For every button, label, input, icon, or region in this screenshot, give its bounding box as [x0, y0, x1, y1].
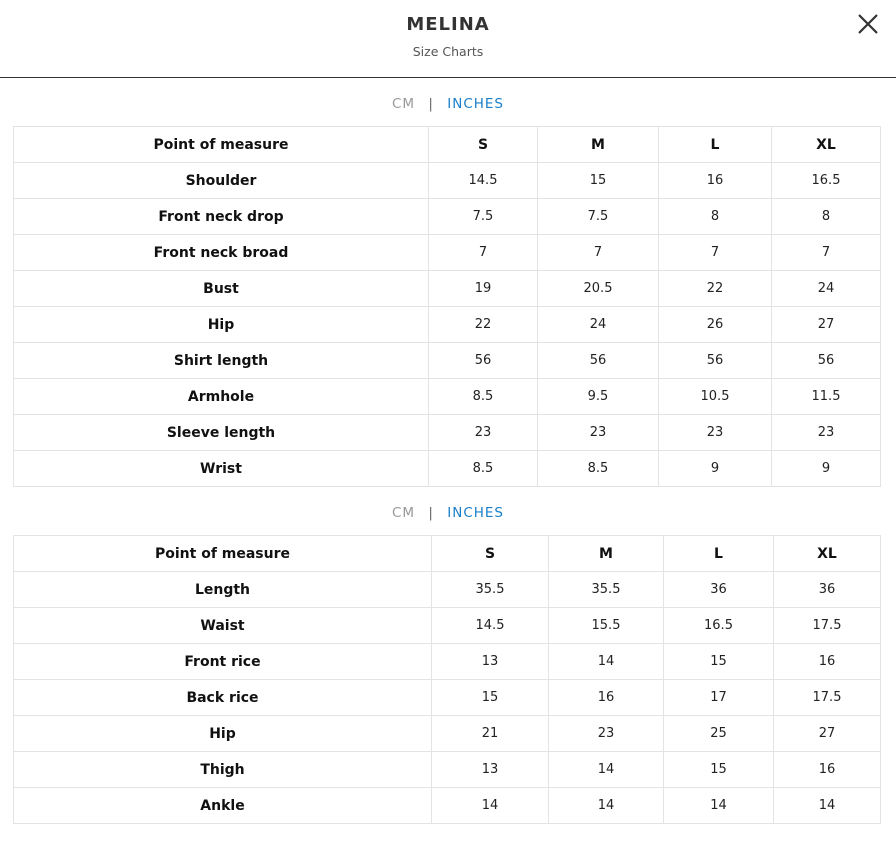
size-value: 16 [774, 752, 881, 788]
size-value: 13 [432, 752, 549, 788]
unit-separator: | [428, 96, 434, 112]
measure-label: Waist [14, 608, 432, 644]
measure-label: Ankle [14, 788, 432, 824]
close-icon [856, 12, 880, 36]
size-value: 56 [538, 343, 659, 379]
table-row [14, 644, 881, 680]
column-header: XL [774, 536, 881, 572]
size-value: 20.5 [538, 271, 659, 307]
measure-label: Length [14, 572, 432, 608]
size-value: 7 [659, 235, 772, 271]
table-header-row [14, 536, 881, 572]
measure-label: Front neck broad [14, 235, 429, 271]
size-value: 23 [772, 415, 881, 451]
size-value: 7 [772, 235, 881, 271]
size-value: 25 [664, 716, 774, 752]
measure-label: Front rice [14, 644, 432, 680]
measure-label: Back rice [14, 680, 432, 716]
size-value: 27 [774, 716, 881, 752]
size-value: 14.5 [429, 163, 538, 199]
column-header: XL [772, 127, 881, 163]
table-row [14, 379, 881, 415]
size-value: 7 [538, 235, 659, 271]
size-value: 27 [772, 307, 881, 343]
unit-inches-link[interactable]: INCHES [447, 505, 504, 521]
size-value: 7.5 [429, 199, 538, 235]
column-header: S [429, 127, 538, 163]
size-value: 56 [772, 343, 881, 379]
size-value: 16 [659, 163, 772, 199]
size-value: 14.5 [432, 608, 549, 644]
size-value: 11.5 [772, 379, 881, 415]
table-row [14, 788, 881, 824]
size-value: 22 [429, 307, 538, 343]
column-header: M [538, 127, 659, 163]
size-value: 14 [549, 788, 664, 824]
size-value: 23 [659, 415, 772, 451]
page-title: MELINA [406, 14, 490, 35]
column-header: Point of measure [14, 536, 432, 572]
size-value: 35.5 [549, 572, 664, 608]
table-row [14, 163, 881, 199]
size-value: 8.5 [538, 451, 659, 487]
size-value: 23 [429, 415, 538, 451]
size-value: 23 [538, 415, 659, 451]
table-header-row [14, 127, 881, 163]
measure-label: Shoulder [14, 163, 429, 199]
size-value: 14 [549, 644, 664, 680]
size-value: 15 [432, 680, 549, 716]
unit-toggle [0, 96, 896, 112]
table-row [14, 752, 881, 788]
size-value: 17.5 [774, 608, 881, 644]
measure-label: Front neck drop [14, 199, 429, 235]
column-header: Point of measure [14, 127, 429, 163]
size-value: 8 [772, 199, 881, 235]
page-subtitle: Size Charts [412, 44, 484, 59]
size-value: 35.5 [432, 572, 549, 608]
size-value: 19 [429, 271, 538, 307]
size-value: 8.5 [429, 379, 538, 415]
size-value: 13 [432, 644, 549, 680]
size-value: 15 [664, 644, 774, 680]
size-value: 15 [538, 163, 659, 199]
measure-label: Hip [14, 307, 429, 343]
size-value: 9.5 [538, 379, 659, 415]
table-row [14, 343, 881, 379]
size-value: 15 [664, 752, 774, 788]
column-header: S [432, 536, 549, 572]
size-value: 9 [659, 451, 772, 487]
table-row [14, 415, 881, 451]
unit-cm-link[interactable]: CM [392, 505, 416, 521]
size-value: 17.5 [774, 680, 881, 716]
size-value: 56 [659, 343, 772, 379]
measure-label: Armhole [14, 379, 429, 415]
size-chart-table-bottom [13, 535, 881, 824]
table-row [14, 271, 881, 307]
unit-toggle [0, 505, 896, 521]
size-value: 16.5 [664, 608, 774, 644]
unit-separator: | [428, 505, 434, 521]
table-row [14, 716, 881, 752]
measure-label: Bust [14, 271, 429, 307]
measure-label: Sleeve length [14, 415, 429, 451]
size-value: 14 [774, 788, 881, 824]
table-row [14, 572, 881, 608]
size-value: 16 [549, 680, 664, 716]
size-value: 23 [549, 716, 664, 752]
size-value: 36 [774, 572, 881, 608]
size-value: 36 [664, 572, 774, 608]
table-row [14, 680, 881, 716]
size-value: 15.5 [549, 608, 664, 644]
modal-header [0, 0, 896, 78]
table-row [14, 199, 881, 235]
measure-label: Thigh [14, 752, 432, 788]
size-value: 14 [664, 788, 774, 824]
size-value: 8 [659, 199, 772, 235]
unit-cm-link[interactable]: CM [392, 96, 416, 112]
column-header: L [664, 536, 774, 572]
size-value: 24 [772, 271, 881, 307]
close-button[interactable] [856, 12, 880, 36]
size-value: 14 [432, 788, 549, 824]
size-value: 7.5 [538, 199, 659, 235]
table-row [14, 307, 881, 343]
column-header: L [659, 127, 772, 163]
size-value: 9 [772, 451, 881, 487]
table-row [14, 451, 881, 487]
size-value: 24 [538, 307, 659, 343]
measure-label: Wrist [14, 451, 429, 487]
size-value: 16 [774, 644, 881, 680]
size-value: 7 [429, 235, 538, 271]
size-value: 17 [664, 680, 774, 716]
size-value: 10.5 [659, 379, 772, 415]
unit-inches-link[interactable]: INCHES [447, 96, 504, 112]
measure-label: Hip [14, 716, 432, 752]
size-chart-table-top [13, 126, 881, 487]
table-row [14, 608, 881, 644]
size-value: 8.5 [429, 451, 538, 487]
measure-label: Shirt length [14, 343, 429, 379]
size-value: 21 [432, 716, 549, 752]
column-header: M [549, 536, 664, 572]
size-value: 14 [549, 752, 664, 788]
table-row [14, 235, 881, 271]
size-value: 22 [659, 271, 772, 307]
size-value: 56 [429, 343, 538, 379]
size-value: 16.5 [772, 163, 881, 199]
size-value: 26 [659, 307, 772, 343]
